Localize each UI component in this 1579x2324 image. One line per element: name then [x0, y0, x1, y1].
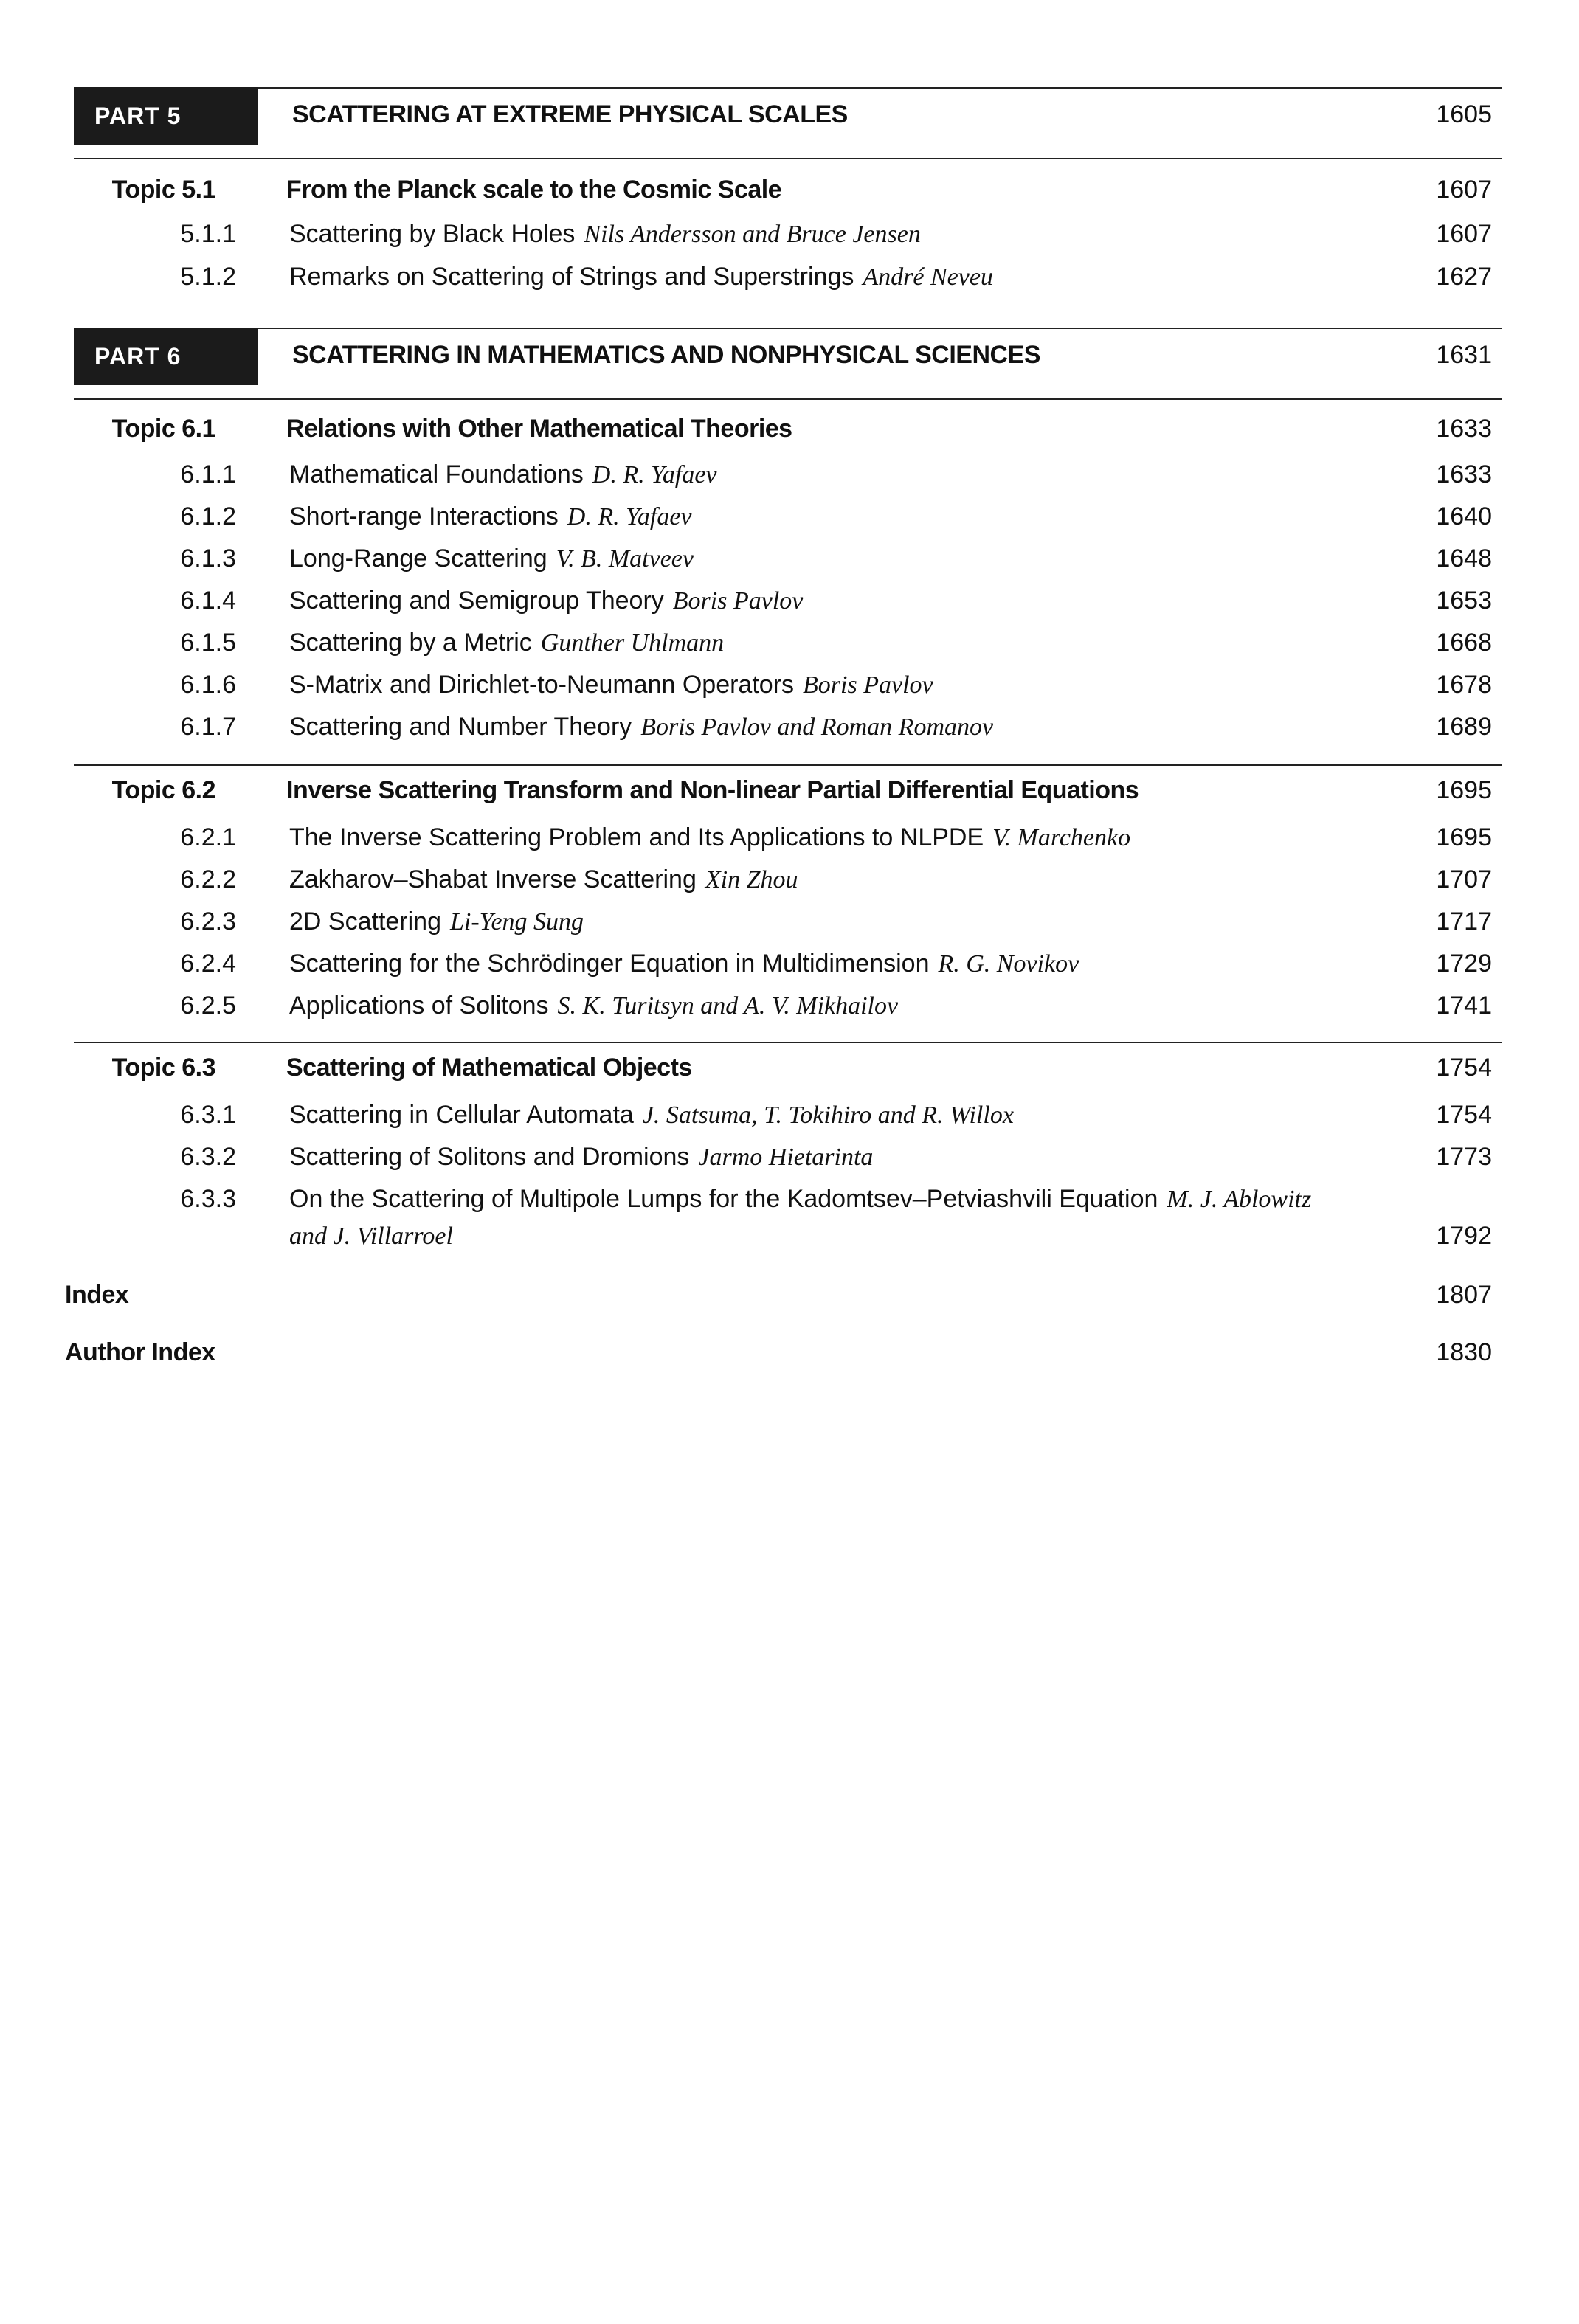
chapter-page: 1689 [1436, 713, 1492, 741]
chapter-title: Short-range Interactions [289, 502, 559, 530]
chapter-number: 6.1.1 [180, 460, 236, 488]
chapter-page: 1792 [1436, 1222, 1492, 1250]
topic-row [0, 776, 1579, 819]
part-5-label: PART 5 [74, 87, 258, 145]
chapter-title: Scattering for the Schrödinger Equation in Multidimension [289, 950, 930, 978]
chapter-row [0, 671, 1579, 713]
chapter-row [0, 992, 1579, 1034]
chapter-number: 6.2.3 [180, 907, 236, 936]
chapter-page: 1773 [1436, 1143, 1492, 1171]
chapter-title: Mathematical Foundations [289, 460, 584, 488]
chapter-page: 1607 [1436, 220, 1492, 248]
chapter-number: 6.1.5 [180, 629, 236, 657]
chapter-number: 5.1.2 [180, 263, 236, 291]
chapter-author: Boris Pavlov [672, 587, 804, 615]
topic-label: Topic 5.1 [111, 176, 215, 204]
topic-page: 1695 [1436, 776, 1492, 804]
chapter-author: Boris Pavlov [803, 671, 933, 699]
chapter-title: Scattering and Semigroup Theory [289, 587, 664, 615]
topic-title: From the Planck scale to the Cosmic Scale [286, 176, 782, 204]
chapter-title: Scattering in Cellular Automata [289, 1101, 634, 1129]
part-6-bottom-rule [74, 398, 1502, 400]
chapter-author: Boris Pavlov and Roman Romanov [640, 713, 994, 741]
topic-label: Topic 6.2 [111, 776, 215, 804]
chapter-number: 6.1.2 [180, 502, 236, 530]
chapter-number: 6.1.3 [180, 544, 236, 573]
chapter-row [0, 460, 1579, 503]
chapter-number: 5.1.1 [180, 220, 236, 248]
chapter-number: 6.2.5 [180, 992, 236, 1020]
chapter-page: 1640 [1436, 502, 1492, 530]
chapter-author: S. K. Turitsyn and A. V. Mikhailov [557, 992, 899, 1020]
topic-row [0, 415, 1579, 457]
chapter-row [0, 587, 1579, 629]
chapter-page: 1678 [1436, 671, 1492, 699]
topic-label: Topic 6.3 [111, 1054, 215, 1082]
topic-divider [74, 764, 1502, 766]
chapter-row [0, 1143, 1579, 1186]
chapter-page: 1653 [1436, 587, 1492, 615]
topic-page: 1754 [1436, 1054, 1492, 1082]
chapter-number: 6.1.7 [180, 713, 236, 741]
topic-divider [74, 1042, 1502, 1043]
chapter-author: V. Marchenko [992, 824, 1131, 851]
chapter-row [0, 713, 1579, 755]
chapter-title: Long-Range Scattering [289, 544, 547, 573]
chapter-page: 1717 [1436, 907, 1492, 936]
chapter-author-continued: and J. Villarroel [289, 1222, 453, 1250]
chapter-title: 2D Scattering [289, 907, 441, 936]
chapter-author: R. G. Novikov [938, 950, 1079, 978]
topic-title: Scattering of Mathematical Objects [286, 1054, 692, 1082]
chapter-row [0, 263, 1579, 305]
chapter-page: 1648 [1436, 544, 1492, 573]
chapter-page: 1754 [1436, 1101, 1492, 1129]
part-5-title: SCATTERING AT EXTREME PHYSICAL SCALES [292, 100, 848, 128]
chapter-number: 6.1.4 [180, 587, 236, 615]
chapter-page: 1695 [1436, 823, 1492, 851]
chapter-author: D. R. Yafaev [567, 503, 692, 530]
chapter-title: Zakharov–Shabat Inverse Scattering [289, 865, 697, 893]
topic-title: Relations with Other Mathematical Theories [286, 415, 792, 443]
chapter-title: The Inverse Scattering Problem and Its Applications to NLPDE [289, 823, 984, 851]
chapter-number: 6.2.4 [180, 950, 236, 978]
chapter-row [0, 1101, 1579, 1144]
chapter-number: 6.3.3 [180, 1185, 236, 1213]
chapter-row [0, 950, 1579, 992]
chapter-number: 6.2.2 [180, 865, 236, 893]
chapter-page: 1741 [1436, 992, 1492, 1020]
chapter-number: 6.3.2 [180, 1143, 236, 1171]
index-page: 1807 [1436, 1281, 1492, 1309]
part-5-top-rule [74, 87, 1502, 89]
chapter-author: Jarmo Hietarinta [698, 1144, 874, 1171]
chapter-row [0, 629, 1579, 671]
chapter-author: Nils Andersson and Bruce Jensen [584, 221, 921, 248]
part-5-bottom-rule [74, 158, 1502, 159]
topic-page: 1607 [1436, 176, 1492, 204]
chapter-author: D. R. Yafaev [592, 461, 717, 488]
chapter-row [0, 907, 1579, 950]
part-5-page: 1605 [1436, 100, 1492, 128]
topic-title: Inverse Scattering Transform and Non-linear Partial Differential Equations [286, 776, 1139, 804]
chapter-title: Scattering by a Metric [289, 629, 532, 657]
chapter-title: Applications of Solitons [289, 992, 549, 1020]
chapter-page: 1668 [1436, 629, 1492, 657]
chapter-number: 6.2.1 [180, 823, 236, 851]
index-label: Index [65, 1281, 129, 1309]
chapter-page: 1633 [1436, 460, 1492, 488]
chapter-author: Li-Yeng Sung [450, 908, 584, 936]
topic-label: Topic 6.1 [111, 415, 215, 443]
part-6-title: SCATTERING IN MATHEMATICS AND NONPHYSICAL SCIENCES [292, 341, 1040, 369]
chapter-title: On the Scattering of Multipole Lumps for the Kadomtsev–Petviashvili Equation [289, 1185, 1158, 1213]
part-6-top-rule [74, 328, 1502, 329]
topic-page: 1633 [1436, 415, 1492, 443]
chapter-title: Remarks on Scattering of Strings and Superstrings [289, 263, 854, 291]
author-index-label: Author Index [65, 1338, 215, 1366]
chapter-author: Gunther Uhlmann [540, 629, 725, 657]
chapter-row [0, 544, 1579, 587]
chapter-title: Scattering by Black Holes [289, 220, 576, 248]
chapter-author: J. Satsuma, T. Tokihiro and R. Willox [642, 1102, 1014, 1129]
chapter-number: 6.3.1 [180, 1101, 236, 1129]
chapter-author: V. B. Matveev [556, 545, 694, 573]
chapter-author: Xin Zhou [705, 866, 798, 893]
part-6-page: 1631 [1436, 341, 1492, 369]
chapter-page: 1729 [1436, 950, 1492, 978]
chapter-row [0, 823, 1579, 866]
author-index-page: 1830 [1436, 1338, 1492, 1366]
chapter-title: S-Matrix and Dirichlet-to-Neumann Operators [289, 671, 795, 699]
topic-row [0, 1054, 1579, 1096]
chapter-page: 1627 [1436, 263, 1492, 291]
chapter-author: M. J. Ablowitz [1167, 1186, 1312, 1213]
chapter-row [0, 502, 1579, 545]
chapter-title: Scattering of Solitons and Dromions [289, 1143, 690, 1171]
chapter-number: 6.1.6 [180, 671, 236, 699]
part-6-label: PART 6 [74, 328, 258, 385]
topic-row [0, 176, 1579, 218]
chapter-page: 1707 [1436, 865, 1492, 893]
chapter-row [0, 220, 1579, 263]
chapter-page-row [0, 1222, 1579, 1265]
chapter-author: André Neveu [863, 263, 993, 291]
chapter-title: Scattering and Number Theory [289, 713, 632, 741]
chapter-row [0, 865, 1579, 908]
